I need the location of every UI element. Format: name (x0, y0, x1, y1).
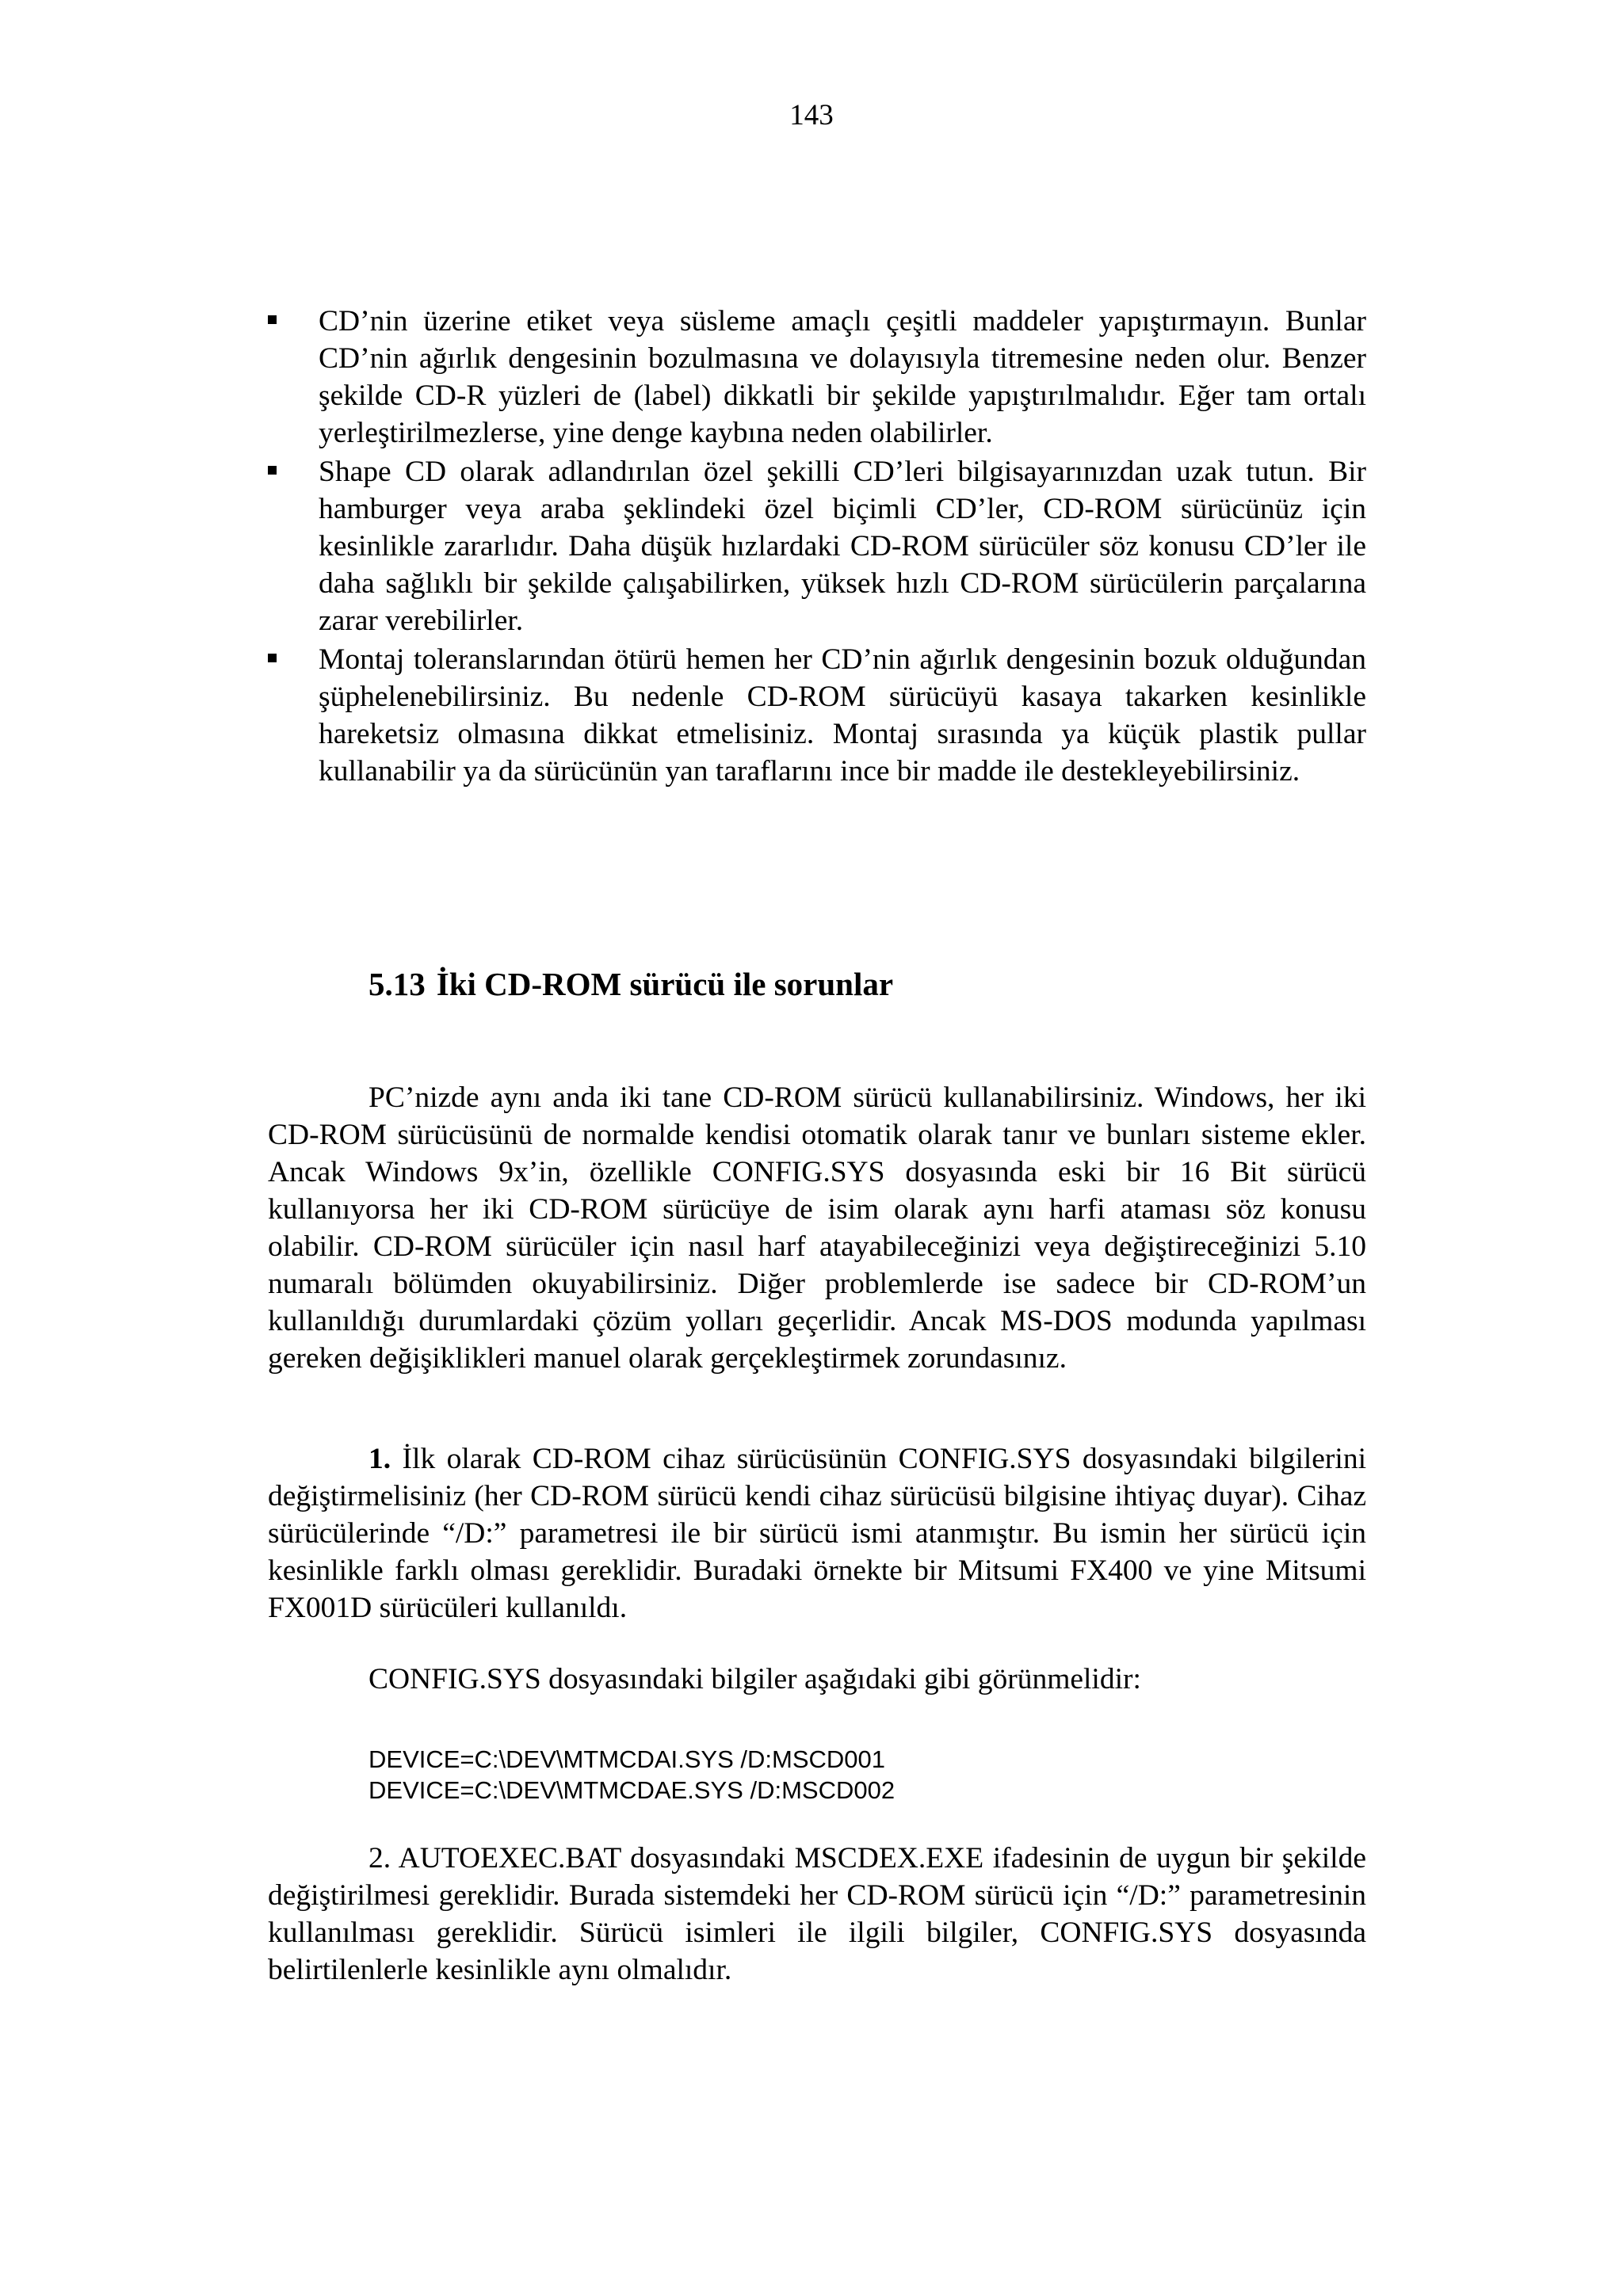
step-1-number: 1. (369, 1443, 391, 1475)
section-number: 5.13 (369, 966, 426, 1002)
step-2-paragraph: 2. AUTOEXEC.BAT dosyasındaki MSCDEX.EXE ifadesinin de uygun bir şekilde değiştirilmesi gereklidir. Burada sistemdeki her CD-ROM sürücü için “/D:” parametresinin kullanılması gereklidir. Sürücü isimleri ile ilgili bilgiler, CONFIG.SYS dosyasında belirtilenlerle kesinlikle aynı olmalıdır. (268, 1842, 1366, 1986)
square-bullet-icon (268, 654, 277, 662)
page-number: 143 (789, 99, 834, 132)
square-bullet-icon (268, 315, 277, 324)
bullet-item (268, 453, 1366, 639)
code-line: DEVICE=C:\DEV\MTMCDAI.SYS /D:MSCD001 (369, 1745, 885, 1773)
section-heading (369, 962, 893, 1006)
intro-paragraph: PC’nizde aynı anda iki tane CD-ROM sürücü kullanabilirsiniz. Windows, her iki CD-ROM sürücüsünü de normalde kendisi otomatik olarak tanır ve bunları sisteme ekler. Ancak Windows 9x’in, özellikle CONFIG.SYS dosyasında eski bir 16 Bit sürücü kullanıyorsa her iki CD-ROM sürücüye de isim olarak aynı harfi ataması söz konusu olabilir. CD-ROM sürücüler için nasıl harf atayabileceğinizi veya değiştireceğinizi 5.10 numaralı bölümden okuyabilirsiniz. Diğer problemlerde ise sadece bir CD-ROM’un kullanıldığı durumlardaki çözüm yolları geçerlidir. Ancak MS-DOS modunda yapılması gereken değişiklikleri manuel olarak gerçekleştirmek zorundasınız. (268, 1081, 1366, 1375)
bullet-item (268, 641, 1366, 790)
bullet-text: CD’nin üzerine etiket veya süsleme amaçlı çeşitli maddeler yapıştırmayın. Bunlar CD’nin ağırlık dengesinin bozulmasına ve dolayısıyla titremesine neden olur. Benzer şekilde CD-R yüzleri de (label) dikkatli bir şekilde yapıştırılmalıdır. Eğer tam ortalı yerleştirilmezlerse, yine denge kaybına neden olabilirler. (319, 305, 1366, 449)
bullet-text: Montaj toleranslarından ötürü hemen her CD’nin ağırlık dengesinin bozuk olduğundan şüphelenebilirsiniz. Bu nedenle CD-ROM sürücüyü kasaya takarken kesinlikle hareketsiz olmasına dikkat etmelisiniz. Montaj sırasında ya küçük plastik pullar kullanabilir ya da sürücünün yan taraflarını ince bir madde ile destekleyebilirsiniz. (319, 643, 1366, 788)
section-title: İki CD-ROM sürücü ile sorunlar (436, 966, 894, 1002)
config-intro-paragraph: CONFIG.SYS dosyasındaki bilgiler aşağıdaki gibi görünmelidir: (369, 1663, 1141, 1695)
step-1-text: İlk olarak CD-ROM cihaz sürücüsünün CONFIG.SYS dosyasındaki bilgilerini değiştirmelisiniz (her CD-ROM sürücü kendi cihaz sürücüsü bilgisine ihtiyaç duyar). Cihaz sürücülerinde “/D:” parametresi ile bir sürücü ismi atanmıştır. Bu ismin her sürücü için kesinlikle farklı olması gereklidir. Buradaki örnekte bir Mitsumi FX400 ve yine Mitsumi FX001D sürücüleri kullanıldı. (268, 1443, 1367, 1624)
code-line: DEVICE=C:\DEV\MTMCDAE.SYS /D:MSCD002 (369, 1776, 896, 1804)
bullet-list (268, 303, 1366, 791)
step-1-paragraph (268, 1440, 1366, 1627)
bullet-item (268, 303, 1366, 452)
bullet-text: Shape CD olarak adlandırılan özel şekilli CD’leri bilgisayarınızdan uzak tutun. Bir hamburger veya araba şeklindeki özel biçimli CD’ler, CD-ROM sürücünüz için kesinlikle zararlıdır. Daha düşük hızlardaki CD-ROM sürücüler söz konusu CD’ler ile daha sağlıklı bir şekilde çalışabilirken, yüksek hızlı CD-ROM sürücülerin parçalarına zarar verebilirler. (319, 456, 1366, 637)
config-code-block (369, 1744, 895, 1806)
square-bullet-icon (268, 466, 277, 475)
